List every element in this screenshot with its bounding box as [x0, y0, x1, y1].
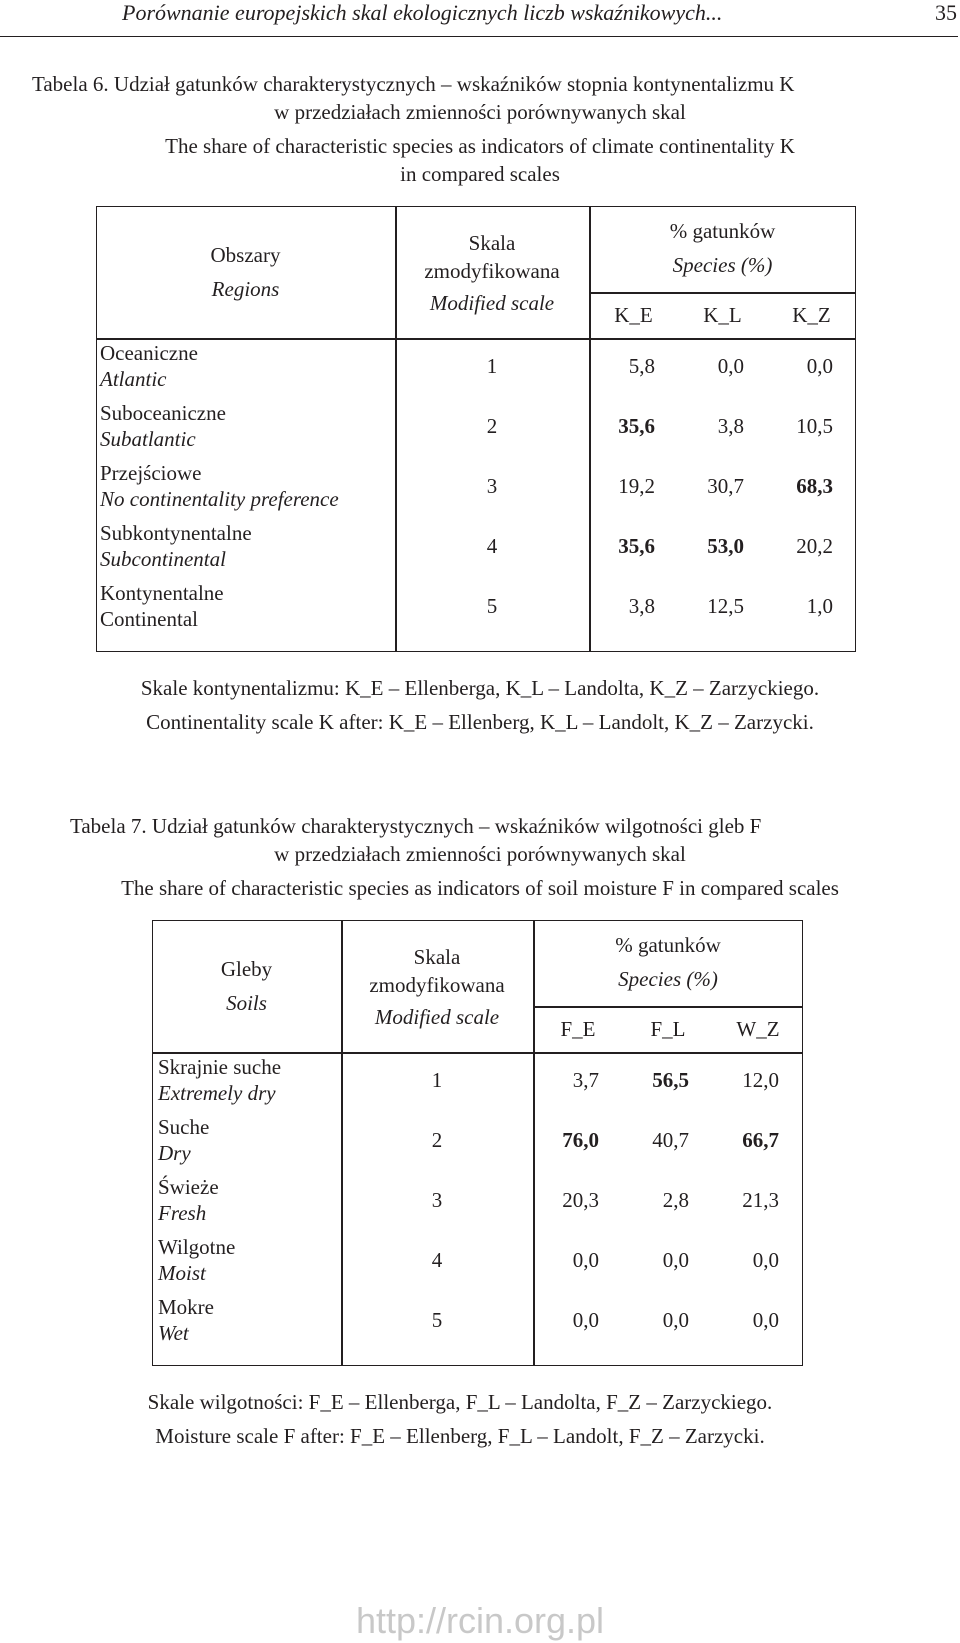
table6-row-label-en: Continental — [100, 607, 198, 631]
table6-row-value: 0,0 — [717, 354, 744, 378]
table7-species-header-en — [533, 966, 803, 993]
table7-row-label-en: Fresh — [158, 1201, 207, 1225]
table6-row-value: 68,3 — [796, 474, 833, 498]
table7-row-label-pl: Skrajnie suche — [158, 1055, 282, 1079]
table6-species-header-en — [589, 252, 856, 279]
table7-row-value: 0,0 — [752, 1308, 779, 1332]
table6-subheader: K_L — [703, 303, 742, 327]
table7-row-value: 66,7 — [742, 1128, 779, 1152]
table7-row-label-pl: Świeże — [158, 1175, 219, 1199]
table7-row-label-en: Extremely dry — [158, 1081, 276, 1105]
table6-species-header-text: Species (%) — [672, 253, 773, 277]
table6-divider — [589, 292, 856, 294]
table6-caption-en-line1: The share of characteristic species as indicators of climate continentality K — [165, 134, 795, 158]
table7-col1-header-en: Soils — [226, 991, 267, 1015]
table7-species-header-text: Species (%) — [618, 967, 718, 991]
table7-row-value: 40,7 — [652, 1128, 689, 1152]
table6-row-label-pl: Subkontynentalne — [100, 521, 252, 545]
table6-row-value: 35,6 — [618, 534, 655, 558]
table6-row-value: 20,2 — [796, 534, 833, 558]
table6-row-value: 5,8 — [628, 354, 655, 378]
table7-row-scale: 2 — [431, 1128, 443, 1152]
table7-note-en: Moisture scale F after: F_E – Ellenberg, F_L – Landolt, F_Z – Zarzycki. — [155, 1424, 765, 1448]
table6-row-label-en: Subcontinental — [100, 547, 226, 571]
table6-row-scale: 1 — [486, 354, 498, 378]
table7-row-value: 20,3 — [562, 1188, 599, 1212]
table6-row-value: 35,6 — [618, 414, 655, 438]
table6-row-label-pl: Oceaniczne — [100, 341, 198, 365]
table6-note-pl: Skale kontynentalizmu: K_E – Ellenberga, K_L – Landolta, K_Z – Zarzyckiego. — [140, 676, 820, 700]
table7-row-value: 0,0 — [572, 1308, 599, 1332]
table6-row-label-en: Subatlantic — [100, 427, 196, 451]
table7-row-scale: 5 — [431, 1308, 443, 1332]
table7-col2-header-en: Modified scale — [374, 1005, 500, 1029]
table6-row-value: 53,0 — [707, 534, 744, 558]
table6-row-label-pl: Przejściowe — [100, 461, 202, 485]
table7-col2-header-pl1: Skala — [413, 945, 461, 969]
table6-row-scale: 4 — [486, 534, 498, 558]
table6-col2-header-pl1: Skala — [468, 231, 516, 255]
table7-divider — [533, 1006, 803, 1008]
table7-subheader: F_L — [650, 1017, 686, 1041]
table7-row-label-en: Moist — [158, 1261, 206, 1285]
table6-caption-en-line2: in compared scales — [400, 162, 560, 186]
table7-row-value: 56,5 — [652, 1068, 689, 1092]
table7-caption-en-line1: The share of characteristic species as indicators of soil moisture F in compared scales — [121, 876, 839, 900]
table7-caption-pl-line2: w przedziałach zmienności porównywanych skal — [274, 842, 686, 866]
table6-row-value: 10,5 — [796, 414, 833, 438]
running-title: Porównanie europejskich skal ekologicznych liczb wskaźnikowych... — [122, 0, 723, 25]
table6-caption-pl-line1: Tabela 6. Udział gatunków charakterystycznych – wskaźników stopnia kontynentalizmu K — [32, 72, 795, 96]
table7-caption — [0, 812, 960, 902]
table6-subheader: K_E — [614, 303, 653, 327]
table6-row-scale: 2 — [486, 414, 498, 438]
table6-row-label-en: No continentality preference — [100, 487, 339, 511]
table7-row-value: 0,0 — [752, 1248, 779, 1272]
table7-row-label-pl: Wilgotne — [158, 1235, 236, 1259]
table6-col2-header-en: Modified scale — [429, 291, 555, 315]
table6-header-rule — [96, 338, 856, 340]
table6-col1-header-pl: Obszary — [210, 243, 281, 267]
table7-caption-pl-line1: Tabela 7. Udział gatunków charakterystycznych – wskaźników wilgotności gleb F — [70, 814, 762, 838]
table7-row-value: 21,3 — [742, 1188, 779, 1212]
table6-species-header-pl: % gatunków — [669, 219, 776, 243]
table7-row-scale: 4 — [431, 1248, 443, 1272]
table7-row-scale: 1 — [431, 1068, 443, 1092]
table7-row-value: 0,0 — [662, 1308, 689, 1332]
table6-row-label-en: Atlantic — [100, 367, 167, 391]
table7-row-label-en: Dry — [158, 1141, 191, 1165]
running-header — [0, 0, 960, 38]
table7-row-label-pl: Mokre — [158, 1295, 214, 1319]
table6-caption-pl-line2: w przedziałach zmienności porównywanych skal — [274, 100, 686, 124]
table7-col2-header-pl2: zmodyfikowana — [369, 973, 505, 997]
table6-row-value: 0,0 — [806, 354, 833, 378]
table6-row-value: 30,7 — [707, 474, 744, 498]
watermark-url: http://rcin.org.pl — [355, 1600, 605, 1641]
table7-row-label-en: Wet — [158, 1321, 189, 1345]
table6-subheader: K_Z — [792, 303, 831, 327]
page-number: 35 — [935, 0, 957, 25]
table6-row-scale: 5 — [486, 594, 498, 618]
table6-caption — [0, 70, 960, 188]
table6-row-value: 3,8 — [717, 414, 744, 438]
table7-row-scale: 3 — [431, 1188, 443, 1212]
table6-row-label-pl: Suboceaniczne — [100, 401, 226, 425]
table6-row-value: 19,2 — [618, 474, 655, 498]
table6-row-value: 3,8 — [628, 594, 655, 618]
table7-col1-header-pl: Gleby — [220, 957, 273, 981]
table6-col1-header-en: Regions — [211, 277, 280, 301]
table7-row-value: 0,0 — [662, 1248, 689, 1272]
table7-subheader: F_E — [560, 1017, 596, 1041]
table7-row-label-pl: Suche — [158, 1115, 210, 1139]
table6-row-scale: 3 — [486, 474, 498, 498]
table7-row-value: 3,7 — [572, 1068, 599, 1092]
table6-row-value: 12,5 — [707, 594, 744, 618]
table7-subheader: W_Z — [736, 1017, 780, 1041]
header-rule — [0, 36, 958, 37]
table6-note-en: Continentality scale K after: K_E – Ellenberg, K_L – Landolt, K_Z – Zarzycki. — [146, 710, 814, 734]
table7-note-pl: Skale wilgotności: F_E – Ellenberga, F_L – Landolta, F_Z – Zarzyckiego. — [147, 1390, 773, 1414]
table7-species-header-pl: % gatunków — [615, 933, 721, 957]
table6-col2-header-pl2: zmodyfikowana — [424, 259, 560, 283]
table7-row-value: 76,0 — [562, 1128, 599, 1152]
table7-row-value: 2,8 — [662, 1188, 689, 1212]
table6-row-value: 1,0 — [806, 594, 833, 618]
table7-row-value: 0,0 — [572, 1248, 599, 1272]
table7-row-value: 12,0 — [742, 1068, 779, 1092]
table6-row-label-pl: Kontynentalne — [100, 581, 224, 605]
